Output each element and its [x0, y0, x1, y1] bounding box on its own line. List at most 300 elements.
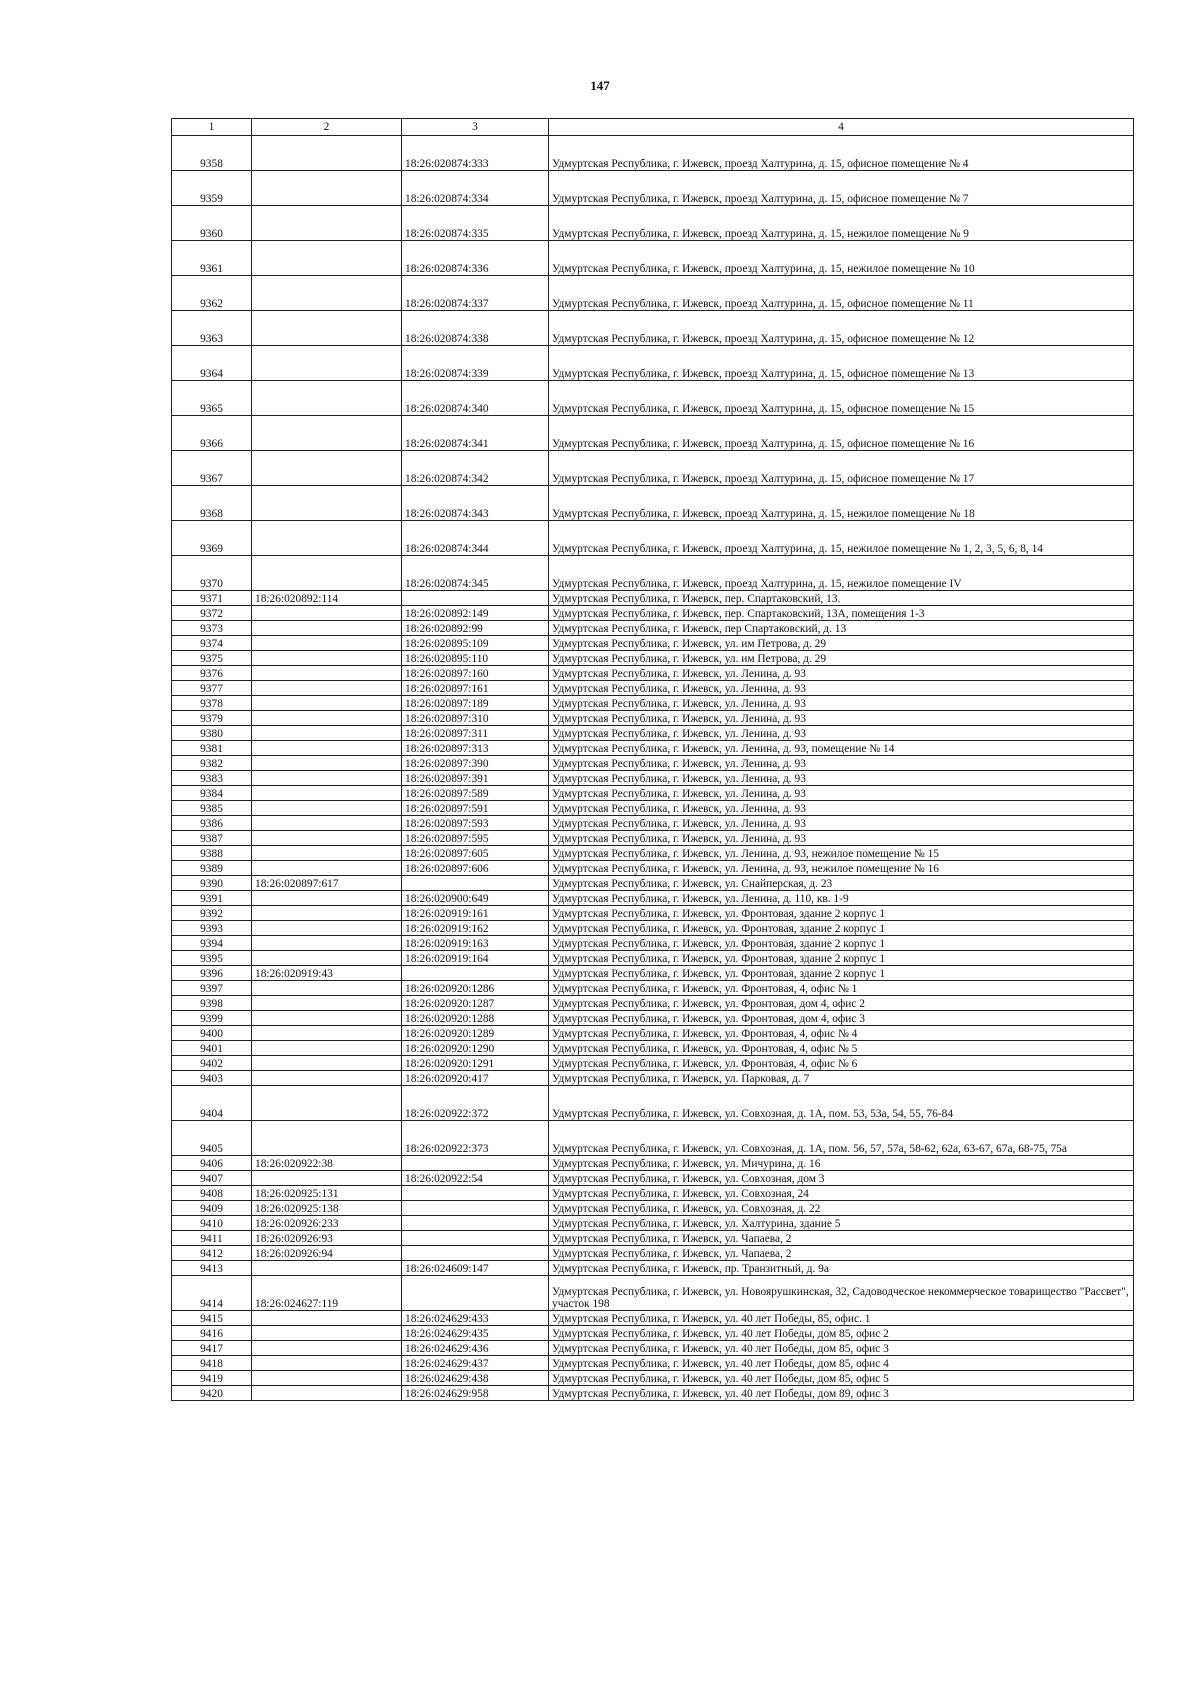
address-cell: Удмуртская Республика, г. Ижевск, ул. Фронтовая, здание 2 корпус 1: [549, 936, 1134, 951]
row-number-cell: 9412: [172, 1246, 252, 1261]
cadastral-number-col2-cell: [252, 1056, 402, 1071]
row-number-cell: 9372: [172, 606, 252, 621]
address-cell: Удмуртская Республика, г. Ижевск, проезд Халтурина, д. 15, офисное помещение № 15: [549, 381, 1134, 416]
address-cell: Удмуртская Республика, г. Ижевск, ул. Ленина, д. 93: [549, 786, 1134, 801]
address-cell: Удмуртская Республика, г. Ижевск, пер. Спартаковский, 13.: [549, 591, 1134, 606]
table-row: [172, 711, 1134, 726]
cadastral-number-col3-cell: 18:26:020920:1288: [402, 1011, 549, 1026]
address-cell: Удмуртская Республика, г. Ижевск, проезд Халтурина, д. 15, нежилое помещение № 1, 2, 3, 5, 6, 8, 14: [549, 521, 1134, 556]
cadastral-number-col3-cell: 18:26:024629:435: [402, 1326, 549, 1341]
row-number-cell: 9383: [172, 771, 252, 786]
row-number-cell: 9363: [172, 311, 252, 346]
address-cell: Удмуртская Республика, г. Ижевск, проезд Халтурина, д. 15, офисное помещение № 7: [549, 171, 1134, 206]
row-number-cell: 9394: [172, 936, 252, 951]
address-cell: Удмуртская Республика, г. Ижевск, ул. Ленина, д. 93, нежилое помещение № 16: [549, 861, 1134, 876]
address-cell: Удмуртская Республика, г. Ижевск, ул. 40 лет Победы, дом 85, офис 3: [549, 1341, 1134, 1356]
row-number-cell: 9387: [172, 831, 252, 846]
address-cell: Удмуртская Республика, г. Ижевск, проезд Халтурина, д. 15, офисное помещение № 12: [549, 311, 1134, 346]
table-row: [172, 786, 1134, 801]
cadastral-number-col3-cell: 18:26:024609:147: [402, 1261, 549, 1276]
cadastral-number-col2-cell: [252, 651, 402, 666]
table-row: [172, 1386, 1134, 1401]
cadastral-number-col2-cell: [252, 726, 402, 741]
row-number-cell: 9411: [172, 1231, 252, 1246]
column-header-4: 4: [549, 119, 1134, 136]
cadastral-number-col3-cell: 18:26:020920:417: [402, 1071, 549, 1086]
table-row: [172, 1121, 1134, 1156]
row-number-cell: 9362: [172, 276, 252, 311]
cadastral-number-col3-cell: [402, 1246, 549, 1261]
column-header-2: 2: [252, 119, 402, 136]
row-number-cell: 9405: [172, 1121, 252, 1156]
cadastral-number-col3-cell: 18:26:020897:390: [402, 756, 549, 771]
cadastral-number-col3-cell: 18:26:020919:162: [402, 921, 549, 936]
cadastral-number-col3-cell: [402, 1216, 549, 1231]
cadastral-number-col3-cell: 18:26:020897:595: [402, 831, 549, 846]
cadastral-number-col3-cell: 18:26:020897:591: [402, 801, 549, 816]
cadastral-number-col3-cell: 18:26:020897:593: [402, 816, 549, 831]
registry-table: [171, 118, 1134, 1401]
address-cell: Удмуртская Республика, г. Ижевск, ул. Чапаева, 2: [549, 1246, 1134, 1261]
cadastral-number-col2-cell: [252, 556, 402, 591]
row-number-cell: 9373: [172, 621, 252, 636]
cadastral-number-col3-cell: 18:26:020874:335: [402, 206, 549, 241]
address-cell: Удмуртская Республика, г. Ижевск, ул. Ленина, д. 93: [549, 726, 1134, 741]
cadastral-number-col3-cell: 18:26:020874:343: [402, 486, 549, 521]
cadastral-number-col2-cell: [252, 1311, 402, 1326]
address-cell: Удмуртская Республика, г. Ижевск, ул. Ленина, д. 110, кв. 1-9: [549, 891, 1134, 906]
address-cell: Удмуртская Республика, г. Ижевск, ул. Халтурина, здание 5: [549, 1216, 1134, 1231]
table-row: [172, 521, 1134, 556]
address-cell: Удмуртская Республика, г. Ижевск, ул. Ленина, д. 93: [549, 666, 1134, 681]
address-cell: Удмуртская Республика, г. Ижевск, проезд Халтурина, д. 15, нежилое помещение № 9: [549, 206, 1134, 241]
table-row: [172, 996, 1134, 1011]
row-number-cell: 9410: [172, 1216, 252, 1231]
cadastral-number-col3-cell: 18:26:020874:344: [402, 521, 549, 556]
cadastral-number-col2-cell: [252, 1261, 402, 1276]
address-cell: Удмуртская Республика, г. Ижевск, проезд Халтурина, д. 15, офисное помещение № 16: [549, 416, 1134, 451]
row-number-cell: 9361: [172, 241, 252, 276]
row-number-cell: 9359: [172, 171, 252, 206]
address-cell: Удмуртская Республика, г. Ижевск, ул. Ленина, д. 93, помещение № 14: [549, 741, 1134, 756]
cadastral-number-col3-cell: 18:26:020892:149: [402, 606, 549, 621]
table-row: [172, 756, 1134, 771]
cadastral-number-col3-cell: 18:26:020874:336: [402, 241, 549, 276]
row-number-cell: 9371: [172, 591, 252, 606]
row-number-cell: 9414: [172, 1276, 252, 1311]
table-row: [172, 801, 1134, 816]
table-row: [172, 206, 1134, 241]
address-cell: Удмуртская Республика, г. Ижевск, ул. Ленина, д. 93: [549, 816, 1134, 831]
cadastral-number-col2-cell: 18:26:020925:138: [252, 1201, 402, 1216]
cadastral-number-col3-cell: 18:26:020897:391: [402, 771, 549, 786]
table-row: [172, 906, 1134, 921]
cadastral-number-col2-cell: [252, 681, 402, 696]
cadastral-number-col2-cell: [252, 1386, 402, 1401]
cadastral-number-col3-cell: 18:26:020874:340: [402, 381, 549, 416]
cadastral-number-col3-cell: 18:26:020920:1289: [402, 1026, 549, 1041]
table-row: [172, 966, 1134, 981]
cadastral-number-col3-cell: 18:26:020920:1286: [402, 981, 549, 996]
table-row: [172, 951, 1134, 966]
cadastral-number-col2-cell: [252, 936, 402, 951]
table-row: [172, 876, 1134, 891]
address-cell: Удмуртская Республика, г. Ижевск, ул. им Петрова, д. 29: [549, 636, 1134, 651]
address-cell: Удмуртская Республика, г. Ижевск, проезд Халтурина, д. 15, офисное помещение № 11: [549, 276, 1134, 311]
table-row: [172, 1041, 1134, 1056]
cadastral-number-col2-cell: 18:26:020925:131: [252, 1186, 402, 1201]
row-number-cell: 9413: [172, 1261, 252, 1276]
address-cell: Удмуртская Республика, г. Ижевск, ул. Фронтовая, 4, офис № 1: [549, 981, 1134, 996]
address-cell: Удмуртская Республика, г. Ижевск, ул. Фронтовая, 4, офис № 6: [549, 1056, 1134, 1071]
cadastral-number-col3-cell: 18:26:020874:339: [402, 346, 549, 381]
row-number-cell: 9404: [172, 1086, 252, 1121]
cadastral-number-col2-cell: [252, 636, 402, 651]
cadastral-number-col2-cell: [252, 771, 402, 786]
table-row: [172, 921, 1134, 936]
cadastral-number-col2-cell: [252, 1326, 402, 1341]
row-number-cell: 9402: [172, 1056, 252, 1071]
cadastral-number-col3-cell: 18:26:020897:189: [402, 696, 549, 711]
cadastral-number-col3-cell: 18:26:020897:606: [402, 861, 549, 876]
row-number-cell: 9385: [172, 801, 252, 816]
column-header-3: 3: [402, 119, 549, 136]
row-number-cell: 9366: [172, 416, 252, 451]
cadastral-number-col2-cell: [252, 801, 402, 816]
cadastral-number-col2-cell: [252, 206, 402, 241]
address-cell: Удмуртская Республика, г. Ижевск, ул. 40 лет Победы, дом 85, офис 2: [549, 1326, 1134, 1341]
address-cell: Удмуртская Республика, г. Ижевск, ул. Совхозная, дом 3: [549, 1171, 1134, 1186]
cadastral-number-col3-cell: 18:26:020874:345: [402, 556, 549, 591]
address-cell: Удмуртская Республика, г. Ижевск, ул. Ленина, д. 93: [549, 801, 1134, 816]
address-cell: Удмуртская Республика, г. Ижевск, пер. Спартаковский, 13А, помещения 1-3: [549, 606, 1134, 621]
row-number-cell: 9396: [172, 966, 252, 981]
cadastral-number-col3-cell: 18:26:024629:958: [402, 1386, 549, 1401]
address-cell: Удмуртская Республика, г. Ижевск, проезд Халтурина, д. 15, офисное помещение № 17: [549, 451, 1134, 486]
address-cell: Удмуртская Республика, г. Ижевск, ул. Снайперская, д. 23: [549, 876, 1134, 891]
table-row: [172, 666, 1134, 681]
cadastral-number-col2-cell: [252, 1121, 402, 1156]
table-row: [172, 831, 1134, 846]
cadastral-number-col3-cell: 18:26:020874:342: [402, 451, 549, 486]
address-cell: Удмуртская Республика, г. Ижевск, ул. Ленина, д. 93: [549, 711, 1134, 726]
table-row: [172, 381, 1134, 416]
table-row: [172, 1341, 1134, 1356]
cadastral-number-col3-cell: [402, 591, 549, 606]
cadastral-number-col2-cell: [252, 171, 402, 206]
table-row: [172, 681, 1134, 696]
cadastral-number-col3-cell: 18:26:020892:99: [402, 621, 549, 636]
row-number-cell: 9390: [172, 876, 252, 891]
cadastral-number-col3-cell: 18:26:020920:1291: [402, 1056, 549, 1071]
table-row: [172, 1356, 1134, 1371]
cadastral-number-col2-cell: [252, 621, 402, 636]
cadastral-number-col3-cell: 18:26:020897:605: [402, 846, 549, 861]
table-header: [172, 119, 1134, 136]
cadastral-number-col3-cell: 18:26:020922:372: [402, 1086, 549, 1121]
cadastral-number-col2-cell: [252, 891, 402, 906]
cadastral-number-col2-cell: [252, 311, 402, 346]
cadastral-number-col2-cell: 18:26:020922:38: [252, 1156, 402, 1171]
address-cell: Удмуртская Республика, г. Ижевск, проезд Халтурина, д. 15, офисное помещение № 4: [549, 136, 1134, 171]
cadastral-number-col3-cell: 18:26:020897:310: [402, 711, 549, 726]
cadastral-number-col3-cell: 18:26:020897:313: [402, 741, 549, 756]
table-row: [172, 621, 1134, 636]
address-cell: Удмуртская Республика, г. Ижевск, ул. Ленина, д. 93: [549, 681, 1134, 696]
address-cell: Удмуртская Республика, г. Ижевск, ул. 40 лет Победы, дом 85, офис 4: [549, 1356, 1134, 1371]
table-row: [172, 636, 1134, 651]
address-cell: Удмуртская Республика, г. Ижевск, пр. Транзитный, д. 9а: [549, 1261, 1134, 1276]
cadastral-number-col2-cell: [252, 951, 402, 966]
address-cell: Удмуртская Республика, г. Ижевск, ул. 40 лет Победы, дом 85, офис 5: [549, 1371, 1134, 1386]
table-row: [172, 556, 1134, 591]
row-number-cell: 9389: [172, 861, 252, 876]
address-cell: Удмуртская Республика, г. Ижевск, ул. Совхозная, д. 22: [549, 1201, 1134, 1216]
table-row: [172, 1156, 1134, 1171]
row-number-cell: 9399: [172, 1011, 252, 1026]
row-number-cell: 9407: [172, 1171, 252, 1186]
row-number-cell: 9375: [172, 651, 252, 666]
address-cell: Удмуртская Республика, г. Ижевск, ул. Парковая, д. 7: [549, 1071, 1134, 1086]
row-number-cell: 9415: [172, 1311, 252, 1326]
cadastral-number-col2-cell: 18:26:020897:617: [252, 876, 402, 891]
row-number-cell: 9418: [172, 1356, 252, 1371]
cadastral-number-col3-cell: 18:26:020874:333: [402, 136, 549, 171]
cadastral-number-col2-cell: [252, 666, 402, 681]
cadastral-number-col2-cell: [252, 486, 402, 521]
address-cell: Удмуртская Республика, г. Ижевск, ул. 40 лет Победы, дом 89, офис 3: [549, 1386, 1134, 1401]
column-header-1: 1: [172, 119, 252, 136]
row-number-cell: 9406: [172, 1156, 252, 1171]
row-number-cell: 9392: [172, 906, 252, 921]
cadastral-number-col2-cell: [252, 696, 402, 711]
address-cell: Удмуртская Республика, г. Ижевск, ул. Чапаева, 2: [549, 1231, 1134, 1246]
cadastral-number-col3-cell: 18:26:020920:1290: [402, 1041, 549, 1056]
table-row: [172, 1186, 1134, 1201]
table-row: [172, 416, 1134, 451]
cadastral-number-col2-cell: [252, 1041, 402, 1056]
cadastral-number-col2-cell: [252, 1011, 402, 1026]
address-cell: Удмуртская Республика, г. Ижевск, ул. Фронтовая, 4, офис № 4: [549, 1026, 1134, 1041]
row-number-cell: 9409: [172, 1201, 252, 1216]
table-row: [172, 1216, 1134, 1231]
table-row: [172, 891, 1134, 906]
address-cell: Удмуртская Республика, г. Ижевск, ул. Ленина, д. 93: [549, 771, 1134, 786]
table-row: [172, 591, 1134, 606]
cadastral-number-col3-cell: 18:26:020897:311: [402, 726, 549, 741]
row-number-cell: 9403: [172, 1071, 252, 1086]
cadastral-number-col3-cell: [402, 1201, 549, 1216]
table-row: [172, 486, 1134, 521]
table-row: [172, 741, 1134, 756]
cadastral-number-col2-cell: 18:26:020919:43: [252, 966, 402, 981]
row-number-cell: 9379: [172, 711, 252, 726]
address-cell: Удмуртская Республика, г. Ижевск, ул. 40 лет Победы, 85, офис. 1: [549, 1311, 1134, 1326]
table-row: [172, 136, 1134, 171]
table-row: [172, 311, 1134, 346]
row-number-cell: 9382: [172, 756, 252, 771]
table-row: [172, 1056, 1134, 1071]
cadastral-number-col3-cell: 18:26:024629:437: [402, 1356, 549, 1371]
cadastral-number-col3-cell: 18:26:020922:54: [402, 1171, 549, 1186]
cadastral-number-col3-cell: 18:26:020919:163: [402, 936, 549, 951]
table-row: [172, 1086, 1134, 1121]
table-row: [172, 346, 1134, 381]
row-number-cell: 9417: [172, 1341, 252, 1356]
cadastral-number-col2-cell: [252, 1371, 402, 1386]
cadastral-number-col2-cell: [252, 906, 402, 921]
row-number-cell: 9408: [172, 1186, 252, 1201]
cadastral-number-col2-cell: [252, 816, 402, 831]
address-cell: Удмуртская Республика, г. Ижевск, ул. Совхозная, 24: [549, 1186, 1134, 1201]
cadastral-number-col2-cell: 18:26:020926:233: [252, 1216, 402, 1231]
cadastral-number-col2-cell: [252, 1341, 402, 1356]
row-number-cell: 9381: [172, 741, 252, 756]
table-row: [172, 1311, 1134, 1326]
table-row: [172, 771, 1134, 786]
cadastral-number-col2-cell: [252, 521, 402, 556]
cadastral-number-col3-cell: [402, 1276, 549, 1311]
row-number-cell: 9400: [172, 1026, 252, 1041]
address-cell: Удмуртская Республика, г. Ижевск, ул. Ленина, д. 93, нежилое помещение № 15: [549, 846, 1134, 861]
cadastral-number-col3-cell: 18:26:020874:334: [402, 171, 549, 206]
row-number-cell: 9360: [172, 206, 252, 241]
cadastral-number-col3-cell: 18:26:024629:433: [402, 1311, 549, 1326]
row-number-cell: 9369: [172, 521, 252, 556]
table-row: [172, 1071, 1134, 1086]
row-number-cell: 9374: [172, 636, 252, 651]
cadastral-number-col3-cell: [402, 876, 549, 891]
table-row: [172, 1261, 1134, 1276]
cadastral-number-col2-cell: [252, 981, 402, 996]
cadastral-number-col2-cell: [252, 1086, 402, 1121]
row-number-cell: 9419: [172, 1371, 252, 1386]
cadastral-number-col2-cell: [252, 416, 402, 451]
row-number-cell: 9376: [172, 666, 252, 681]
cadastral-number-col2-cell: [252, 846, 402, 861]
cadastral-number-col3-cell: 18:26:020919:161: [402, 906, 549, 921]
cadastral-number-col2-cell: 18:26:020892:114: [252, 591, 402, 606]
cadastral-number-col3-cell: 18:26:020874:338: [402, 311, 549, 346]
row-number-cell: 9365: [172, 381, 252, 416]
table-row: [172, 451, 1134, 486]
cadastral-number-col2-cell: [252, 711, 402, 726]
cadastral-number-col2-cell: [252, 996, 402, 1011]
cadastral-number-col3-cell: 18:26:020895:110: [402, 651, 549, 666]
row-number-cell: 9388: [172, 846, 252, 861]
row-number-cell: 9391: [172, 891, 252, 906]
cadastral-number-col2-cell: 18:26:020926:94: [252, 1246, 402, 1261]
table-row: [172, 1276, 1134, 1311]
address-cell: Удмуртская Республика, г. Ижевск, ул. Мичурина, д. 16: [549, 1156, 1134, 1171]
cadastral-number-col3-cell: 18:26:020920:1287: [402, 996, 549, 1011]
address-cell: Удмуртская Республика, г. Ижевск, ул. Ленина, д. 93: [549, 696, 1134, 711]
row-number-cell: 9397: [172, 981, 252, 996]
row-number-cell: 9401: [172, 1041, 252, 1056]
address-cell: Удмуртская Республика, г. Ижевск, ул. Ленина, д. 93: [549, 831, 1134, 846]
cadastral-number-col3-cell: 18:26:020922:373: [402, 1121, 549, 1156]
cadastral-number-col2-cell: [252, 241, 402, 276]
cadastral-number-col2-cell: [252, 786, 402, 801]
cadastral-number-col2-cell: [252, 381, 402, 416]
cadastral-number-col3-cell: 18:26:020900:649: [402, 891, 549, 906]
row-number-cell: 9393: [172, 921, 252, 936]
cadastral-number-col2-cell: [252, 831, 402, 846]
cadastral-number-col3-cell: 18:26:024629:438: [402, 1371, 549, 1386]
table-row: [172, 276, 1134, 311]
table-row: [172, 241, 1134, 276]
address-cell: Удмуртская Республика, г. Ижевск, ул. Фронтовая, здание 2 корпус 1: [549, 921, 1134, 936]
table-row: [172, 981, 1134, 996]
address-cell: Удмуртская Республика, г. Ижевск, ул. Совхозная, д. 1А, пом. 53, 53а, 54, 55, 76-84: [549, 1086, 1134, 1121]
row-number-cell: 9377: [172, 681, 252, 696]
table-row: [172, 1326, 1134, 1341]
cadastral-number-col2-cell: [252, 346, 402, 381]
table-row: [172, 606, 1134, 621]
cadastral-number-col3-cell: [402, 966, 549, 981]
cadastral-number-col3-cell: 18:26:020897:161: [402, 681, 549, 696]
cadastral-number-col3-cell: 18:26:020919:164: [402, 951, 549, 966]
cadastral-number-col2-cell: 18:26:024627:119: [252, 1276, 402, 1311]
cadastral-number-col3-cell: 18:26:020897:160: [402, 666, 549, 681]
table-row: [172, 1026, 1134, 1041]
cadastral-number-col2-cell: [252, 451, 402, 486]
cadastral-number-col2-cell: [252, 921, 402, 936]
cadastral-number-col3-cell: [402, 1156, 549, 1171]
row-number-cell: 9386: [172, 816, 252, 831]
row-number-cell: 9367: [172, 451, 252, 486]
address-cell: Удмуртская Республика, г. Ижевск, ул. Фронтовая, здание 2 корпус 1: [549, 906, 1134, 921]
row-number-cell: 9420: [172, 1386, 252, 1401]
cadastral-number-col2-cell: [252, 741, 402, 756]
cadastral-number-col2-cell: [252, 1356, 402, 1371]
address-cell: Удмуртская Республика, г. Ижевск, ул. Фронтовая, дом 4, офис 3: [549, 1011, 1134, 1026]
row-number-cell: 9380: [172, 726, 252, 741]
table-row: [172, 651, 1134, 666]
table-row: [172, 846, 1134, 861]
table-row: [172, 861, 1134, 876]
address-cell: Удмуртская Республика, г. Ижевск, проезд Халтурина, д. 15, нежилое помещение IV: [549, 556, 1134, 591]
cadastral-number-col2-cell: 18:26:020926:93: [252, 1231, 402, 1246]
row-number-cell: 9384: [172, 786, 252, 801]
table-row: [172, 936, 1134, 951]
table-row: [172, 1171, 1134, 1186]
page-number: 147: [590, 78, 610, 93]
cadastral-number-col2-cell: [252, 1071, 402, 1086]
cadastral-number-col2-cell: [252, 756, 402, 771]
cadastral-number-col2-cell: [252, 1026, 402, 1041]
cadastral-number-col3-cell: [402, 1186, 549, 1201]
row-number-cell: 9358: [172, 136, 252, 171]
table-body: [172, 136, 1134, 1401]
row-number-cell: 9398: [172, 996, 252, 1011]
table-row: [172, 696, 1134, 711]
address-cell: Удмуртская Республика, г. Ижевск, ул. Новоярушкинская, 32, Садоводческое некоммерческое товарищество "Рассвет", участок 198: [549, 1276, 1134, 1311]
row-number-cell: 9416: [172, 1326, 252, 1341]
row-number-cell: 9364: [172, 346, 252, 381]
row-number-cell: 9370: [172, 556, 252, 591]
address-cell: Удмуртская Республика, г. Ижевск, проезд Халтурина, д. 15, нежилое помещение № 10: [549, 241, 1134, 276]
table-row: [172, 726, 1134, 741]
cadastral-number-col2-cell: [252, 606, 402, 621]
row-number-cell: 9378: [172, 696, 252, 711]
address-cell: Удмуртская Республика, г. Ижевск, проезд Халтурина, д. 15, офисное помещение № 13: [549, 346, 1134, 381]
address-cell: Удмуртская Республика, г. Ижевск, пер Спартаковский, д. 13: [549, 621, 1134, 636]
table-row: [172, 1246, 1134, 1261]
row-number-cell: 9368: [172, 486, 252, 521]
cadastral-number-col3-cell: [402, 1231, 549, 1246]
table-row: [172, 1201, 1134, 1216]
